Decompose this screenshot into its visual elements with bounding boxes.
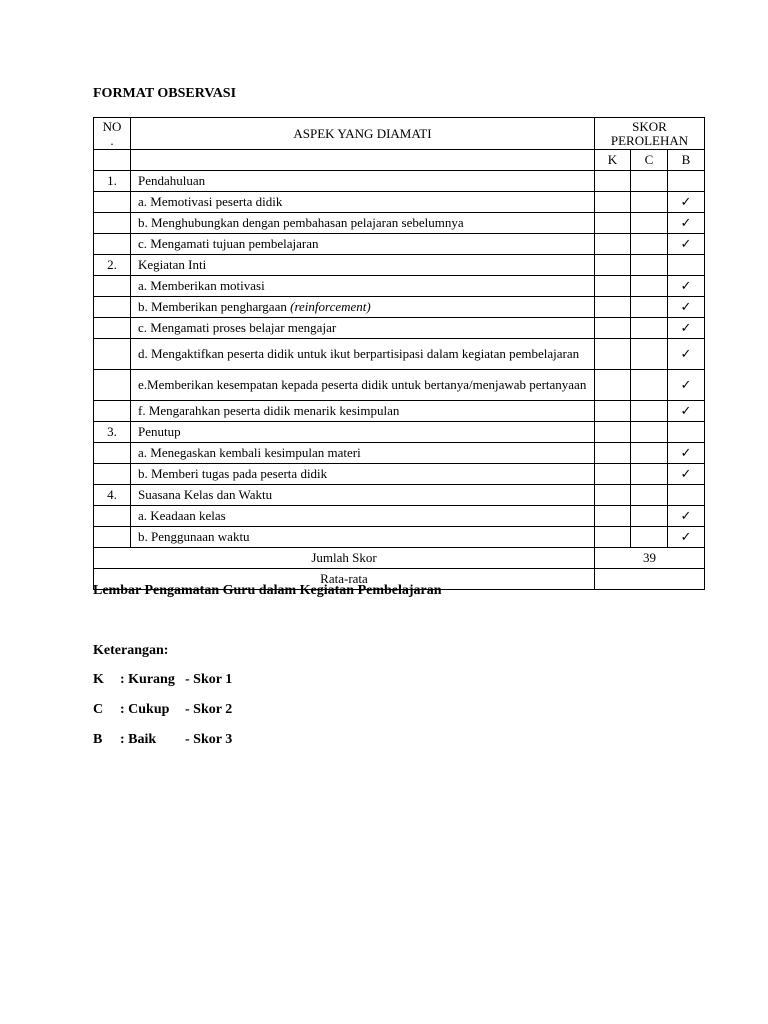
aspect-row	[94, 506, 705, 527]
aspect-text	[131, 401, 595, 422]
aspect-label: b. Memberikan penghargaan	[138, 299, 291, 314]
score-cell-k	[595, 506, 631, 527]
row-number: 3.	[94, 422, 131, 443]
checkmark-icon: ✓	[668, 370, 705, 401]
checkmark-icon: ✓	[668, 318, 705, 339]
checkmark-icon: ✓	[668, 339, 705, 370]
aspect-label: Penutup	[138, 424, 181, 439]
score-cell-k	[595, 422, 631, 443]
header-c: C	[631, 150, 668, 171]
checkmark-icon: ✓	[668, 192, 705, 213]
score-cell-k	[595, 255, 631, 276]
table-header-row	[94, 118, 705, 150]
header-no: NO .	[94, 118, 131, 150]
checkmark-icon: ✓	[668, 527, 705, 548]
aspect-label: Suasana Kelas dan Waktu	[138, 487, 273, 502]
row-number	[94, 401, 131, 422]
aspect-row	[94, 192, 705, 213]
aspect-text	[131, 234, 595, 255]
legend-skor: - Skor 3	[185, 732, 233, 747]
table-subheader-row	[94, 150, 705, 171]
score-cell-c	[631, 485, 668, 506]
section-title	[131, 171, 595, 192]
section-row	[94, 255, 705, 276]
row-number	[94, 318, 131, 339]
aspect-text	[131, 443, 595, 464]
legend-title: Keterangan:	[93, 643, 169, 658]
checkmark-icon: ✓	[668, 213, 705, 234]
row-number	[94, 234, 131, 255]
score-cell-c	[631, 297, 668, 318]
aspect-row	[94, 443, 705, 464]
aspect-row	[94, 276, 705, 297]
checkmark-icon: ✓	[668, 234, 705, 255]
checkmark-icon	[668, 422, 705, 443]
section-row	[94, 485, 705, 506]
jumlah-skor-row	[94, 548, 705, 569]
aspect-row	[94, 234, 705, 255]
row-number	[94, 527, 131, 548]
score-cell-c	[631, 506, 668, 527]
aspect-label: c. Mengamati tujuan pembelajaran	[138, 236, 319, 251]
aspect-label: f. Mengarahkan peserta didik menarik kesimpulan	[138, 403, 400, 418]
section-title	[131, 422, 595, 443]
section-row	[94, 422, 705, 443]
score-cell-k	[595, 318, 631, 339]
aspect-text	[131, 297, 595, 318]
legend-code: K	[93, 672, 104, 687]
aspect-label: a. Memberikan motivasi	[138, 278, 265, 293]
aspect-label: Pendahuluan	[138, 173, 206, 188]
aspect-text	[131, 527, 595, 548]
score-cell-k	[595, 339, 631, 370]
score-cell-k	[595, 297, 631, 318]
aspect-row	[94, 527, 705, 548]
aspect-text	[131, 339, 595, 370]
legend-name: : Baik	[120, 732, 157, 747]
header-k: K	[595, 150, 631, 171]
header-b: B	[668, 150, 705, 171]
section-title	[131, 485, 595, 506]
aspect-row	[94, 213, 705, 234]
score-cell-k	[595, 276, 631, 297]
checkmark-icon: ✓	[668, 297, 705, 318]
legend-code: B	[93, 732, 103, 747]
aspect-text	[131, 370, 595, 401]
subheader-no-empty	[94, 150, 131, 171]
row-number	[94, 443, 131, 464]
rata-rata-value	[595, 569, 705, 590]
aspect-text	[131, 506, 595, 527]
row-number: 4.	[94, 485, 131, 506]
aspect-row	[94, 297, 705, 318]
score-cell-k	[595, 192, 631, 213]
aspect-label: b. Memberi tugas pada peserta didik	[138, 466, 328, 481]
aspect-label: e.Memberikan kesempatan kepada peserta didik untuk bertanya/menjawab pertanyaan	[138, 377, 587, 392]
aspect-label: a. Keadaan kelas	[138, 508, 226, 523]
aspect-text	[131, 276, 595, 297]
checkmark-icon: ✓	[668, 464, 705, 485]
aspect-label: d. Mengaktifkan peserta didik untuk ikut berpartisipasi dalam kegiatan pembelajaran	[138, 346, 580, 361]
aspect-text	[131, 192, 595, 213]
score-cell-k	[595, 213, 631, 234]
legend-code: C	[93, 702, 104, 717]
score-cell-c	[631, 255, 668, 276]
score-cell-k	[595, 234, 631, 255]
row-number	[94, 297, 131, 318]
row-number	[94, 276, 131, 297]
jumlah-skor-label: Jumlah Skor	[94, 548, 595, 569]
score-cell-c	[631, 318, 668, 339]
row-number	[94, 213, 131, 234]
row-number: 2.	[94, 255, 131, 276]
aspect-label: c. Mengamati proses belajar mengajar	[138, 320, 337, 335]
section-row	[94, 171, 705, 192]
aspect-label: b. Menghubungkan dengan pembahasan pelajaran sebelumnya	[138, 215, 464, 230]
checkmark-icon	[668, 255, 705, 276]
score-cell-c	[631, 171, 668, 192]
aspect-label: a. Menegaskan kembali kesimpulan materi	[138, 445, 361, 460]
score-cell-c	[631, 234, 668, 255]
aspect-row	[94, 464, 705, 485]
aspect-text	[131, 318, 595, 339]
aspect-text	[131, 213, 595, 234]
aspect-label: a. Memotivasi peserta didik	[138, 194, 283, 209]
row-number	[94, 370, 131, 401]
row-number: 1.	[94, 171, 131, 192]
document-title: FORMAT OBSERVASI	[93, 86, 237, 101]
legend-name: : Kurang	[120, 672, 175, 687]
aspect-row	[94, 401, 705, 422]
score-cell-c	[631, 370, 668, 401]
legend-skor: - Skor 2	[185, 702, 233, 717]
table-caption: Lembar Pengamatan Guru dalam Kegiatan Pembelajaran	[93, 583, 442, 598]
score-cell-c	[631, 401, 668, 422]
subheader-aspek-empty	[131, 150, 595, 171]
checkmark-icon: ✓	[668, 276, 705, 297]
score-cell-c	[631, 213, 668, 234]
score-cell-k	[595, 370, 631, 401]
score-cell-k	[595, 171, 631, 192]
score-cell-c	[631, 192, 668, 213]
score-cell-c	[631, 464, 668, 485]
score-cell-c	[631, 422, 668, 443]
aspect-italic-term: (reinforcement)	[290, 299, 371, 314]
score-cell-c	[631, 443, 668, 464]
aspect-row	[94, 339, 705, 370]
aspect-label: b. Penggunaan waktu	[138, 529, 250, 544]
score-cell-k	[595, 443, 631, 464]
score-cell-c	[631, 276, 668, 297]
observation-table	[93, 117, 705, 590]
header-skor: SKOR PEROLEHAN	[595, 118, 705, 150]
rata-rata-label: Rata-rata	[94, 569, 595, 590]
section-title	[131, 255, 595, 276]
aspect-label: Kegiatan Inti	[138, 257, 207, 272]
score-cell-c	[631, 527, 668, 548]
score-cell-k	[595, 527, 631, 548]
aspect-row	[94, 318, 705, 339]
aspect-text	[131, 464, 595, 485]
aspect-row	[94, 370, 705, 401]
checkmark-icon: ✓	[668, 506, 705, 527]
score-cell-k	[595, 485, 631, 506]
jumlah-skor-value: 39	[595, 548, 705, 569]
score-cell-c	[631, 339, 668, 370]
score-cell-k	[595, 401, 631, 422]
legend-skor: - Skor 1	[185, 672, 233, 687]
checkmark-icon	[668, 485, 705, 506]
checkmark-icon: ✓	[668, 401, 705, 422]
row-number	[94, 506, 131, 527]
row-number	[94, 464, 131, 485]
score-cell-k	[595, 464, 631, 485]
checkmark-icon	[668, 171, 705, 192]
checkmark-icon: ✓	[668, 443, 705, 464]
row-number	[94, 339, 131, 370]
header-aspek: ASPEK YANG DIAMATI	[131, 118, 595, 150]
legend-name: : Cukup	[120, 702, 170, 717]
row-number	[94, 192, 131, 213]
